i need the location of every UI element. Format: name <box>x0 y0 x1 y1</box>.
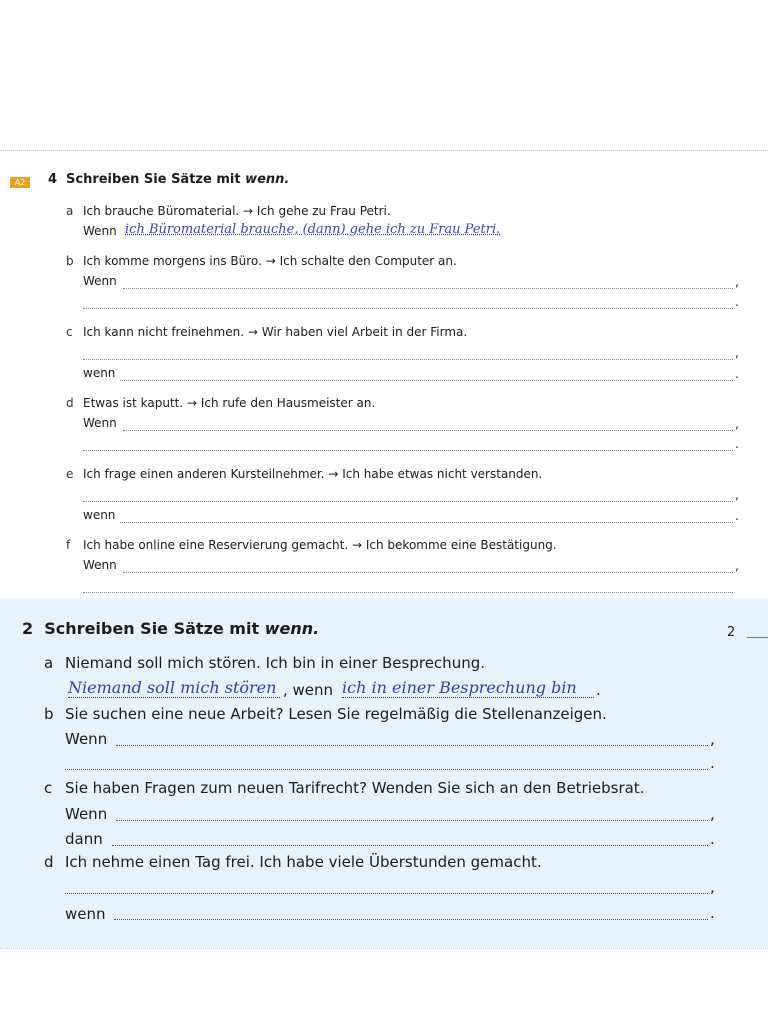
answer-line[interactable] <box>83 592 733 593</box>
ex2-prompt-b: Sie suchen eine neue Arbeit? Lesen Sie regelmäßig die Stellenanzeigen. <box>65 705 607 723</box>
ex2-prompt-d: Ich nehme einen Tag frei. Ich habe viele Überstunden gemacht. <box>65 853 542 871</box>
ex2-letter-c: c <box>44 779 53 797</box>
item-prompt-c: Ich kann nicht freinehmen. → Wir haben viel Arbeit in der Firma. <box>83 325 468 339</box>
answer-line[interactable] <box>83 501 733 502</box>
ex2-lead-c2: dann <box>65 830 103 848</box>
period: . <box>735 367 739 381</box>
answer-line[interactable] <box>123 572 733 573</box>
ex2-handwritten-answer-a2[interactable]: ich in einer Besprechung bin <box>342 678 594 698</box>
answer-line[interactable] <box>83 450 733 451</box>
item-lead-e: wenn <box>83 508 116 522</box>
exercise-4 <box>0 160 768 600</box>
bottom-divider <box>0 948 768 949</box>
comma: , <box>710 878 715 896</box>
exercise-title: Schreiben Sie Sätze mit wenn. <box>66 172 290 187</box>
exercise-number: 4 <box>48 172 58 187</box>
exercise-2-panel <box>0 598 768 948</box>
item-lead-f: Wenn <box>83 558 117 572</box>
period: . <box>710 904 715 922</box>
comma: , <box>735 346 739 360</box>
item-letter-f: f <box>66 538 71 552</box>
item-lead-c: wenn <box>83 366 116 380</box>
comma: , <box>735 488 739 502</box>
answer-line[interactable] <box>120 522 733 523</box>
ex2-letter-b: b <box>44 705 54 723</box>
answer-line[interactable] <box>123 430 733 431</box>
ex2-letter-d: d <box>44 853 54 871</box>
period: . <box>735 295 739 309</box>
item-letter-d: d <box>66 396 74 410</box>
item-prompt-f: Ich habe online eine Reservierung gemacht. → Ich bekomme eine Bestätigung. <box>83 538 557 552</box>
ex2-lead-d: wenn <box>65 905 106 923</box>
item-prompt-e: Ich frage einen anderen Kursteilnehmer. → Ich habe etwas nicht verstanden. <box>83 467 543 481</box>
item-lead-b: Wenn <box>83 274 117 288</box>
side-page-number: 2 <box>727 625 736 640</box>
comma: , <box>735 559 739 573</box>
answer-line[interactable] <box>65 769 708 770</box>
period: . <box>710 830 715 848</box>
ex2-middle-a: , wenn <box>283 681 334 699</box>
item-letter-c: c <box>66 325 73 339</box>
answer-line[interactable] <box>120 380 733 381</box>
period: . <box>710 754 715 772</box>
ex2-handwritten-answer-a1[interactable]: Niemand soll mich stören <box>68 678 280 698</box>
answer-line[interactable] <box>123 288 733 289</box>
ex2-lead-b: Wenn <box>65 730 108 748</box>
ex2-prompt-c: Sie haben Fragen zum neuen Tarifrecht? Wenden Sie sich an den Betriebsrat. <box>65 779 645 797</box>
answer-line[interactable] <box>83 308 733 309</box>
item-prompt-b: Ich komme morgens ins Büro. → Ich schalte den Computer an. <box>83 254 457 268</box>
item-letter-e: e <box>66 467 74 481</box>
answer-line[interactable] <box>112 845 708 846</box>
answer-line[interactable] <box>114 919 708 920</box>
period: . <box>735 509 739 523</box>
exercise-2-title: 2 Schreiben Sie Sätze mit wenn. <box>22 619 320 638</box>
answer-line[interactable] <box>116 820 708 821</box>
item-letter-a: a <box>66 204 74 218</box>
comma: , <box>735 275 739 289</box>
ex2-letter-a: a <box>44 654 54 672</box>
period: . <box>735 437 739 451</box>
side-divider <box>747 637 768 638</box>
item-lead-a: Wenn <box>83 224 117 238</box>
answer-line[interactable] <box>83 359 733 360</box>
level-badge: A2 <box>10 177 30 188</box>
comma: , <box>710 805 715 823</box>
item-prompt-d: Etwas ist kaputt. → Ich rufe den Hausmeister an. <box>83 396 376 410</box>
item-letter-b: b <box>66 254 74 268</box>
answer-line[interactable] <box>116 745 708 746</box>
comma: , <box>710 730 715 748</box>
handwritten-answer-a[interactable]: ich Büromaterial brauche, (dann) gehe ich zu Frau Petri. <box>125 222 501 237</box>
period: . <box>596 681 601 699</box>
comma: , <box>735 417 739 431</box>
top-divider <box>0 150 768 151</box>
item-lead-d: Wenn <box>83 416 117 430</box>
ex2-lead-c1: Wenn <box>65 805 108 823</box>
ex2-prompt-a: Niemand soll mich stören. Ich bin in einer Besprechung. <box>65 654 485 672</box>
item-prompt-a: Ich brauche Büromaterial. → Ich gehe zu Frau Petri. <box>83 204 391 218</box>
answer-line[interactable] <box>65 893 708 894</box>
